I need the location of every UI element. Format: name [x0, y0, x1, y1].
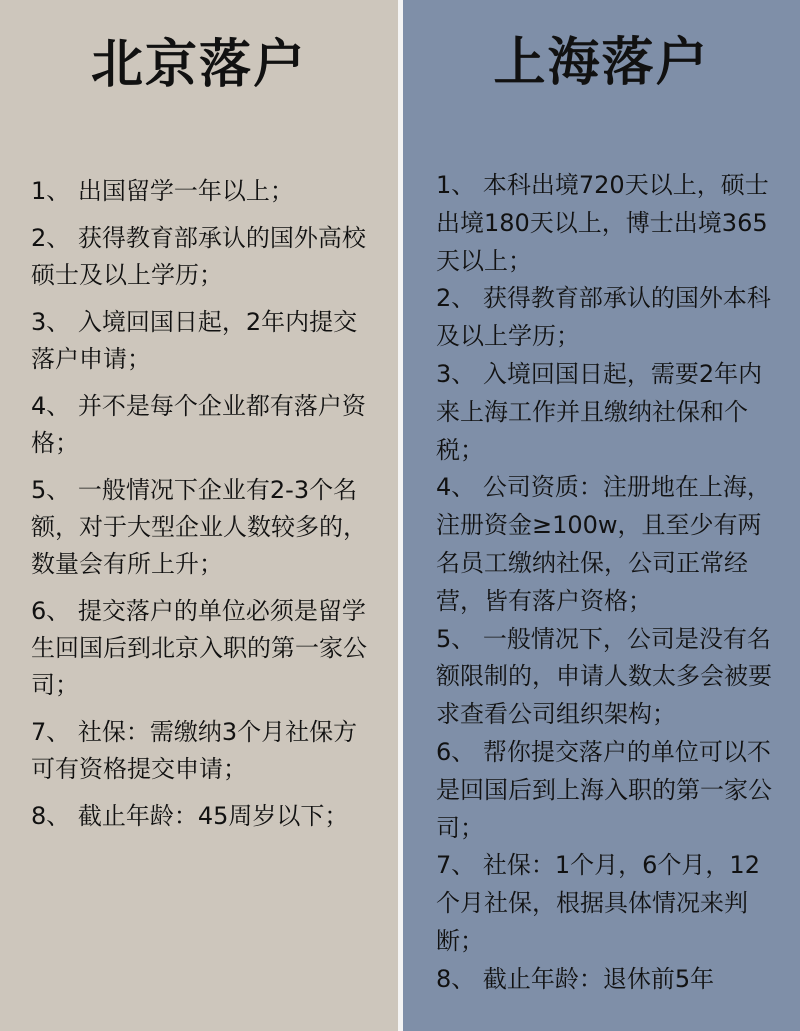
beijing-column: [0, 0, 398, 1031]
beijing-requirements-list: [31, 173, 377, 845]
beijing-requirement-4: 4、 并不是每个企业都有落户资格；: [31, 392, 366, 457]
beijing-requirement-8: 8、 截止年龄：45周岁以下；: [31, 802, 349, 830]
beijing-requirement-2: 2、 获得教育部承认的国外高校硕士及以上学历；: [31, 224, 366, 289]
shanghai-requirement-6: 6、 帮你提交落户的单位可以不是回国后到上海入职的第一家公司；: [436, 737, 772, 842]
shanghai-column: [403, 0, 800, 1031]
shanghai-requirement-8: 8、 截止年龄：退休前5年: [436, 964, 715, 993]
shanghai-requirement-3: 3、 入境回国日起，需要2年内来上海工作并且缴纳社保和个税；: [436, 359, 763, 464]
shanghai-requirements-list: [436, 167, 776, 999]
beijing-requirement-3: 3、 入境回国日起，2年内提交落户申请；: [31, 308, 358, 373]
shanghai-requirement-5: 5、 一般情况下，公司是没有名额限制的，申请人数太多会被要求查看公司组织架构；: [436, 624, 772, 729]
shanghai-requirement-2: 2、 获得教育部承认的国外本科及以上学历；: [436, 284, 771, 351]
beijing-requirement-7: 7、 社保：需缴纳3个月社保方可有资格提交申请；: [31, 718, 358, 783]
shanghai-requirement-1: 1、 本科出境720天以上，硕士出境180天以上，博士出境365天以上；: [436, 171, 769, 275]
shanghai-title: 上海落户: [493, 33, 710, 93]
shanghai-requirement-7: 7、 社保：1个月，6个月，12个月社保，根据具体情况来判断；: [436, 851, 760, 955]
shanghai-requirement-4: 4、 公司资质：注册地在上海，注册资金≥100w，且至少有两名员工缴纳社保，公司正常经营，皆有落户资格；: [436, 473, 771, 615]
beijing-requirement-5: 5、 一般情况下企业有2-3个名额，对于大型企业人数较多的，数量会有所上升；: [31, 476, 367, 578]
beijing-requirement-6: 6、 提交落户的单位必须是留学生回国后到北京入职的第一家公司；: [31, 597, 367, 699]
beijing-title: 北京落户: [90, 35, 307, 95]
beijing-requirement-1: 1、 出国留学一年以上；: [31, 177, 294, 205]
